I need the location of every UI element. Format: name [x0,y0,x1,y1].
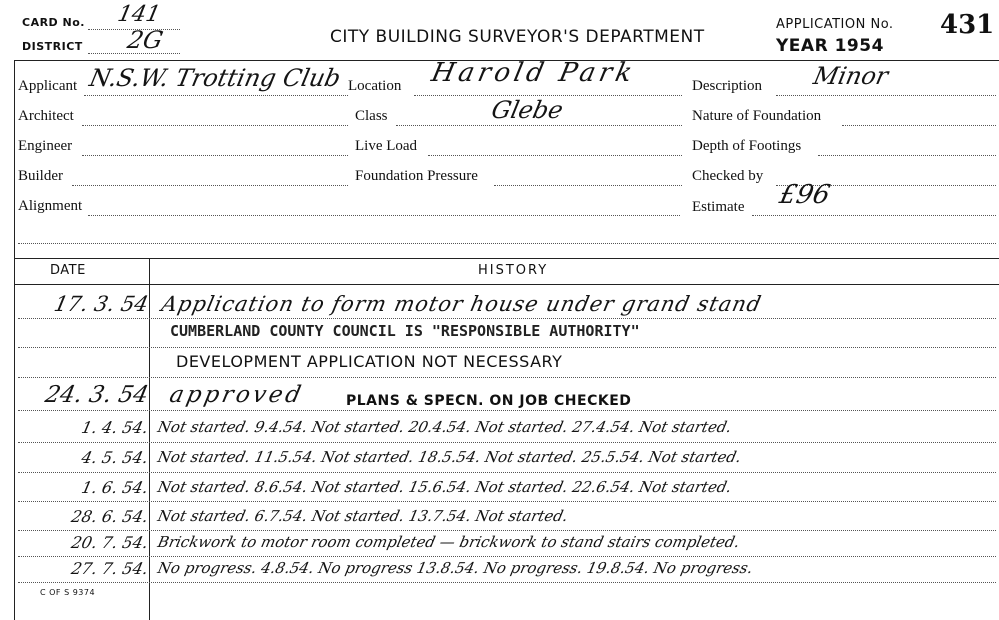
history-date: 1. 4. 54. [79,418,151,437]
history-entry: Not started. 9.4.54. Not started. 20.4.54. Not started. 27.4.54. Not started. [156,418,734,436]
engineer-label: Engineer [18,138,73,154]
history-entry: Application to form motor house under grand stand [159,292,765,316]
history-date: 17. 3. 54 [51,292,151,316]
form-code: C OF S 9374 [40,588,96,597]
alignment-label: Alignment [18,198,83,214]
class-value: Glebe [489,96,566,124]
card-no-label: CARD No. [22,16,85,29]
history-date: 1. 6. 54. [79,478,151,497]
location-label: Location [348,78,402,94]
history-stamp-plans: PLANS & SPECN. ON JOB CHECKED [346,393,632,409]
application-no-value: 431 [940,10,995,40]
history-date: 28. 6. 54. [69,507,151,526]
history-column-header: HISTORY [478,263,549,278]
history-date: 24. 3. 54 [42,382,151,408]
history-entry: approved [167,382,307,408]
depth-of-footings-label: Depth of Footings [692,138,802,154]
checked-by-label: Checked by [692,168,764,184]
description-label: Description [692,78,762,94]
district-label: DISTRICT [22,40,83,53]
history-entry: Not started. 8.6.54. Not started. 15.6.54. Not started. 22.6.54. Not started. [156,478,734,496]
card-no-value: 141 [115,2,163,27]
architect-label: Architect [18,108,74,124]
history-entry: Brickwork to motor room completed — brickwork to stand stairs completed. [156,533,742,551]
builder-label: Builder [18,168,63,184]
year-label: YEAR 1954 [776,36,884,56]
history-date: 27. 7. 54. [69,559,151,578]
description-value: Minor [811,62,891,90]
history-date: 4. 5. 54. [79,448,151,467]
nature-of-foundation-label: Nature of Foundation [692,108,822,124]
estimate-value: £96 [776,180,833,210]
applicant-label: Applicant [18,78,78,94]
history-entry: Not started. 6.7.54. Not started. 13.7.54. Not started. [156,507,570,525]
date-column-header: DATE [50,263,86,278]
estimate-label: Estimate [692,199,745,215]
live-load-label: Live Load [355,138,418,154]
applicant-value: N.S.W. Trotting Club [87,64,344,92]
history-stamp-authority: CUMBERLAND COUNTY COUNCIL IS "RESPONSIBLE AUTHORITY" [170,322,640,340]
foundation-pressure-label: Foundation Pressure [355,168,478,184]
location-value: Harold Park [428,58,639,88]
department-title: CITY BUILDING SURVEYOR'S DEPARTMENT [330,27,705,47]
application-no-label: APPLICATION No. [776,17,894,32]
history-stamp-development: DEVELOPMENT APPLICATION NOT NECESSARY [176,352,563,371]
district-value: 2G [125,26,166,54]
history-date: 20. 7. 54. [69,533,151,552]
history-entry: Not started. 11.5.54. Not started. 18.5.54. Not started. 25.5.54. Not started. [156,448,743,466]
history-entry: No progress. 4.8.54. No progress 13.8.54. No progress. 19.8.54. No progress. [156,559,755,577]
class-label: Class [355,108,388,124]
